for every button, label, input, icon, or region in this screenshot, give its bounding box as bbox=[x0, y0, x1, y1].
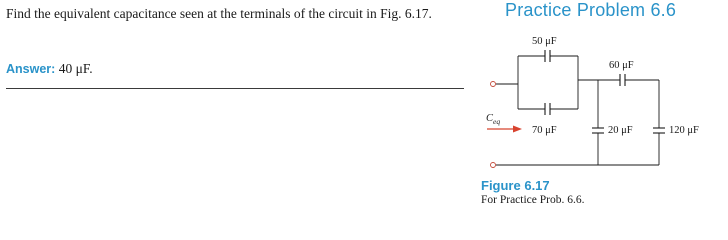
capacitor-50-label: 50 μF bbox=[532, 36, 557, 47]
practice-problem-heading: Practice Problem 6.6 bbox=[505, 0, 677, 20]
answer-label: Answer: bbox=[6, 62, 56, 76]
capacitor-60-label: 60 μF bbox=[609, 60, 634, 71]
figure-caption: For Practice Prob. 6.6. bbox=[481, 194, 585, 206]
terminal-bottom bbox=[491, 163, 496, 168]
ceq-arrow bbox=[487, 126, 522, 133]
answer-value: 40 μF. bbox=[58, 61, 93, 76]
capacitor-20-label: 20 μF bbox=[608, 125, 633, 136]
capacitor-60-symbol bbox=[620, 74, 625, 86]
ceq-label: $C_{eq}$ bbox=[486, 113, 501, 126]
capacitor-70-label: 70 μF bbox=[532, 125, 557, 136]
capacitor-120-symbol bbox=[653, 128, 665, 133]
terminal-top bbox=[491, 82, 496, 87]
figure-title: Figure 6.17 bbox=[481, 178, 550, 193]
capacitor-20-symbol bbox=[592, 128, 604, 133]
capacitor-70-symbol bbox=[545, 103, 550, 115]
capacitor-50-symbol bbox=[545, 50, 550, 62]
problem-statement: Find the equivalent capacitance seen at the terminals of the circuit in Fig. 6.17. bbox=[6, 6, 432, 21]
capacitor-120-label: 120 μF bbox=[669, 125, 699, 136]
